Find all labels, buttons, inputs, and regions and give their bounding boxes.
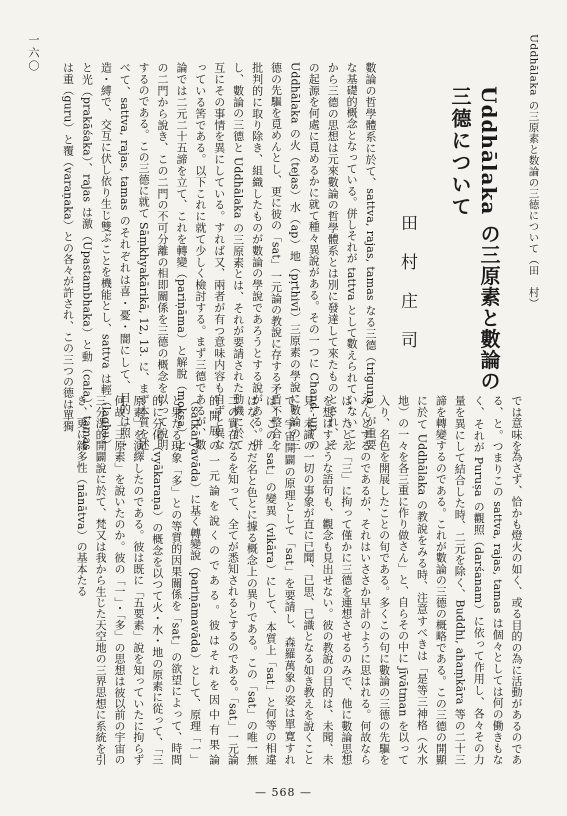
- author-name: 田村庄司: [397, 214, 417, 370]
- article-title-line2: 三德について: [448, 86, 472, 218]
- article-title-line1: Uddhālaka の三原素と數論の: [477, 86, 501, 392]
- column-divider: [269, 66, 270, 771]
- body-column-upper-right: 數論の哲學體系に於て、sattva, rajas, tamas なる三德（triguṇa）が重要な基礎的概念となっている。併しそれが tattva として數えられていないことから三德の思想は元來數論の哲學體系とは別に發達して來たものとされ、その起源を何處に覓めるかに就て種々異說がある。その一つに Chand.-up. の Uddhālaka の火（tejas）水（ap）地（pṛthivī）三原素の學說に數論の三德の先驅を覓めんとし、更に彼の「sat」一元論の教說に存する矛盾不整合を批判的に取り除き、組織したものが數論の學說であろうとする說がある。併し、數論の三德と Uddhālaka の三原素とは、それが要請された動機に於て互にその事情を異にしている。すれば又、兩者が有つ意味内容も自ずと異なっている筈である。以下これに就て少しく檢討する。まず三德であるが、數論では二元二十五諦を立て、これを轉變（pariṇāma）と解脫（mokṣa）との二門から說き、この二門の不可分離の相即關係を三德の概念を以って說明するのである。この三德に就て Sāṃkhyakārikā, 12, 13. に、まず本質を述べて、sattva, rajas, tamas のそれぞれは喜・憂・闇にして、目的は照・造・縛で、交互に伏し依り生じ雙ぶことを機能とし、sattva は輕（laghu）と光（prakāśaka）、rajas は激（Upastambhaka）と動（cala）、tamas は重（guru）と覆（varaṇaka）との各々が許され、この三つの德は單獨: [61, 62, 377, 450]
- page-number: 一六〇: [27, 34, 40, 73]
- folio: — 568 —: [255, 786, 312, 799]
- running-header: Uddhālaka の三原素と数論の三徳について（田 村）: [527, 34, 540, 309]
- body-column-right: では意味を為さず、恰かも燈火の如く、或る目的の為に活動があるのである、と。つまりこの sattva, rajas, tamas は個々としては何の働きもなく、それが Puruṣa の觀照（darśanam）に依って作用し、各々その力量を異にして結合した時、二元を除く、Buddhi, ahaṃkāra 等の二十三諦を轉變するのである。これが數論の三德の概略である。この三德の開顯に於て Uddhālaka の教說をみる時、注意すべきは「是等三神格（火水地）の一々を各三重に作り做さん」と、自らその中に jīvātman を以って入り、名色を開展したことの旬である。多くこの句に數論の三德の先驅をみんとするのであるが、それはいささか早計のように思はれる。何故ならば、たとえ「三」に拘って僅かに三德を連想させるのみで、他に數論思想を想はすような語句も、觀念も見出せない。彼の教說の目的は、未聞、未見、未識の一切の事象が直に已聞、已思、已識となる如き教えを說くことで、宇宙開闢の原理として「sat」を要請し、森羅萬象の姿は單寛すれば、この「sat」の變異（vikāra）にして、本質上「sat」と何等の相違はなく、ただ名と色とに據る概念上の異りである。この「sat」の唯一無二の實在なるを知って、全てが悉知されるとするのである。「sat」一元論的開展の一元論を說くのである。彼はそれを因中有果論（satkāryavāda）に基く轉變說（pariṇāmavāda）として、原理「一」と果たる現象「多」との等質的因果關係を「sat」の欲望によって、時間的に分化（vyākaraṇa）の概念を以つて火・水・地の原素に從って、「三原素」を演繹したのである。彼は既に「五要素」說を知っていたに拘らず何故「三原素」を說いたのか。彼の「一」・「多」の思想は彼以前の宇宙の三分法的開闢說に於て、梵又は我から生じた天空地の三界思想に系統を引き、更に雜多性（nānātva）の基本たる: [75, 395, 523, 765]
